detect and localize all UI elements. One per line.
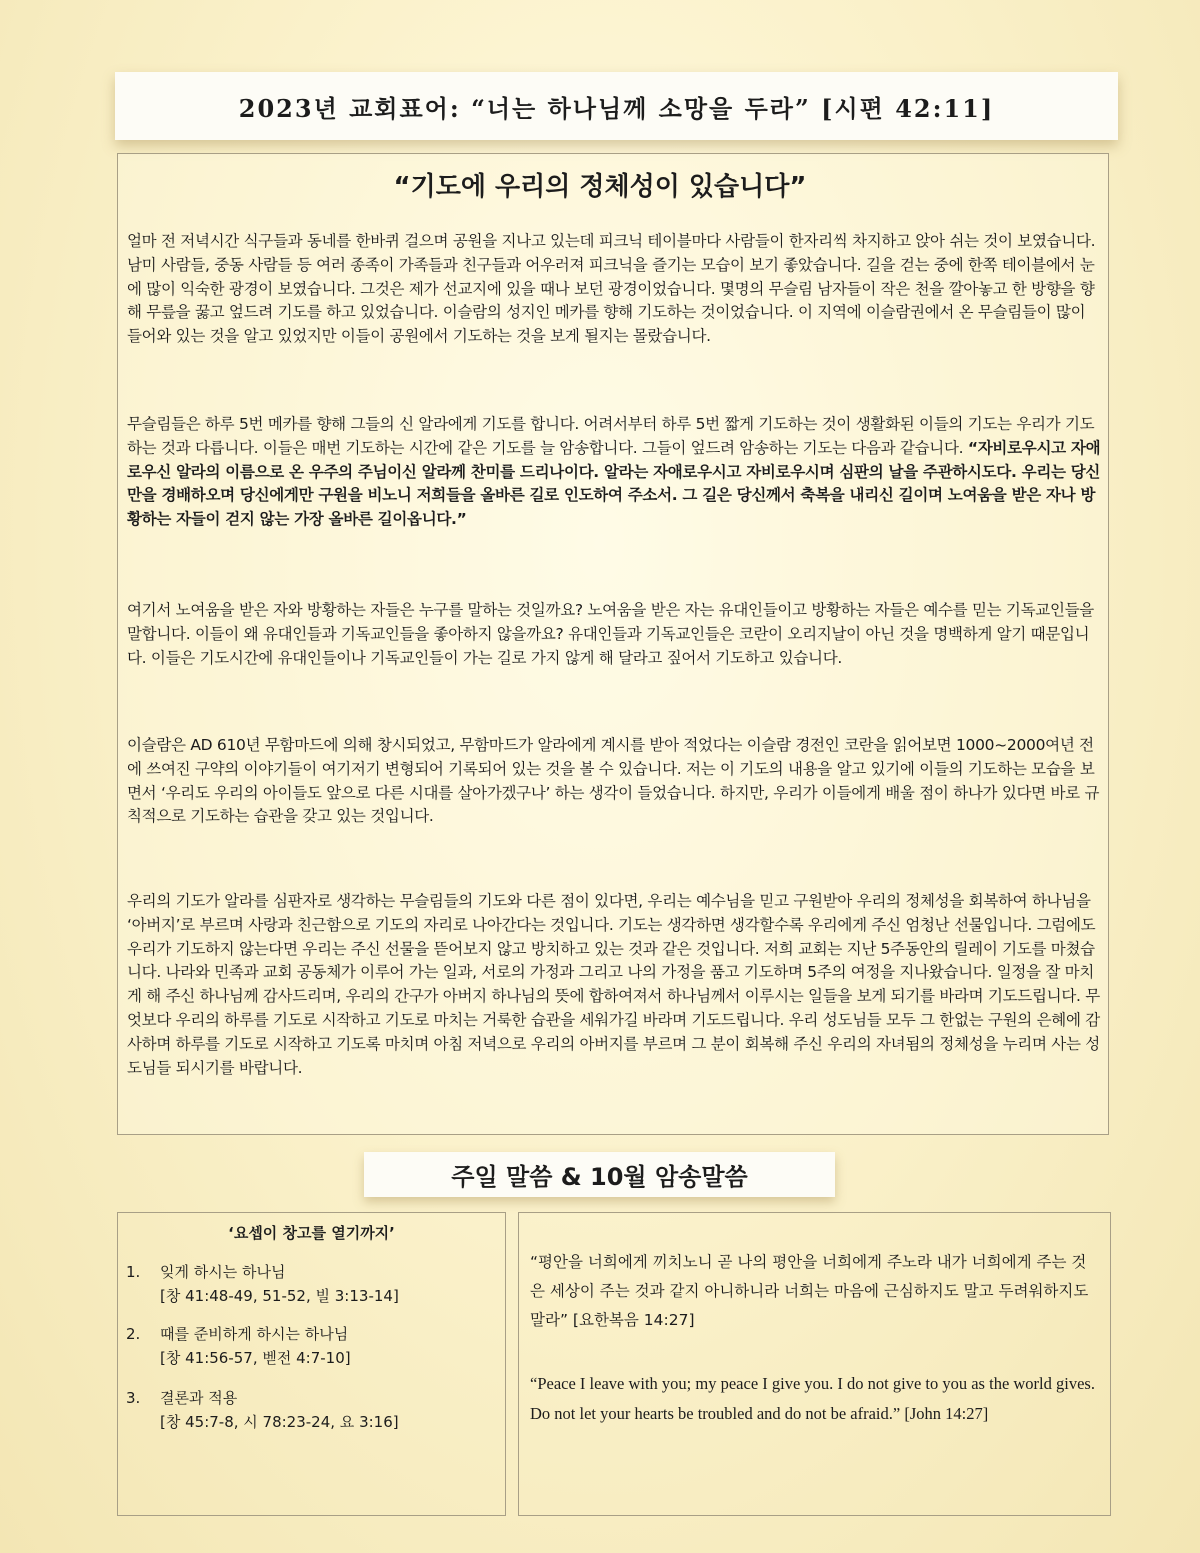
memory-verse-korean-text: “평안을 너희에게 끼치노니 곧 나의 평안을 너희에게 주노라 내가 너희에게 주는 것은 세상이 주는 것과 같지 아니하니라 너희는 마음에 근심하지도 말고 두려워하지도 말라”	[530, 1253, 1089, 1329]
muslim-prayer-quote: “자비로우시고 자애로우신 알라의 이름으로 온 우주의 주님이신 알라께 찬미를 드리나이다. 알라는 자애로우시고 자비로우시며 심판의 날을 주관하시도다. 우리는 당신만을 경배하오며 당신에게만 구원을 비노니 저희들을 올바른 길로 인도하여 주소서. 그 길은 당신께서 축복을 내리신 길이며 노여움을 받은 자나 방황하는 자들이 걷지 않는 가장 올바른 길이옵니다.”	[127, 438, 1101, 529]
sermon-title: ‘요셉이 창고를 열기까지’	[228, 1224, 395, 1242]
banner-motto: “너는 하나님께 소망을 두라”	[471, 93, 811, 123]
article-paragraph-1: 얼마 전 저녁시간 식구들과 동네를 한바퀴 걸으며 공원을 지나고 있는데 피크닉 테이블마다 사람들이 한자리씩 차지하고 앉아 쉬는 것이 보였습니다. 남미 사람들, 중동 사람들 등 여러 종족이 가족들과 친구들과 어우러져 피크닉을 즐기는 모습이 보기 좋았습니다. 길을 걷는 중에 한쪽 테이블에서 눈에 많이 익숙한 광경이 보였습니다. 그것은 제가 선교지에 있을 때나 보던 광경이었습니다. 몇명의 무슬림 남자들이 작은 천을 깔아놓고 한 방향을 향해 무릎을 꿇고 엎드려 기도를 하고 있었습니다. 이슬람의 성지인 메카를 향해 기도하는 것이었습니다. 이 지역에 이슬람권에서 온 무슬림들이 많이 들어와 있는 것을 알고 있었지만 이들이 공원에서 기도하는 것을 보게 될지는 몰랐습니다.	[127, 232, 1096, 346]
memory-verse-english-text: “Peace I leave with you; my peace I give you. I do not give to you as the world gives. Do not let your hearts be troubled and do not be afraid.”	[530, 1374, 1095, 1423]
sermon-point-number: 3.	[126, 1389, 141, 1407]
memory-verse-english	[530, 1369, 1095, 1429]
sermon-point	[126, 1386, 496, 1434]
article-paragraph-2-text: 무슬림들은 하루 5번 메카를 향해 그들의 신 알라에게 기도를 합니다. 어려서부터 하루 5번 짧게 기도하는 것이 생활화된 이들의 기도는 우리가 기도하는 것과 다릅니다. 이들은 매번 기도하는 시간에 같은 기도를 늘 암송합니다. 그들이 엎드려 암송하는 기도는 다음과 같습니다.	[127, 415, 1095, 457]
article-paragraph-3: 여기서 노여움을 받은 자와 방황하는 자들은 누구를 말하는 것일까요? 노여움을 받은 자는 유대인들이고 방황하는 자들은 예수를 믿는 기독교인들을 말합니다. 이들이 왜 유대인들과 기독교인들을 좋아하지 않을까요? 유대인들과 기독교인들은 코란이 오리지날이 아닌 것을 명백하게 알기 때문입니다. 이들은 기도시간에 유대인들이나 기독교인들이 가는 길로 가지 않게 해 달라고 짚어서 기도하고 있습니다.	[127, 601, 1094, 667]
sermon-point-title: 때를 준비하게 하시는 하나님	[160, 1325, 349, 1343]
header-banner	[115, 72, 1118, 140]
article-title: “기도에 우리의 정체성이 있습니다”	[393, 172, 807, 202]
memory-verse-korean	[530, 1248, 1090, 1335]
section-title: 주일 말씀 & 10월 암송말씀	[451, 1163, 748, 1191]
sermon-point-number: 1.	[126, 1263, 141, 1281]
sermon-point	[126, 1260, 496, 1308]
memory-verse-korean-ref: [요한복음 14:27]	[572, 1311, 695, 1329]
sermon-point-title: 결론과 적용	[160, 1389, 238, 1407]
sermon-point-ref: [창 45:7-8, 시 78:23-24, 요 3:16]	[160, 1413, 399, 1431]
article-paragraph-5: 우리의 기도가 알라를 심판자로 생각하는 무슬림들의 기도와 다른 점이 있다면, 우리는 예수님을 믿고 구원받아 우리의 정체성을 회복하여 하나님을 ‘아버지’로 부르며 사랑과 친근함으로 기도의 자리로 나아간다는 것입니다. 기도는 생각하면 생각할수록 우리에게 주신 엄청난 선물입니다. 그럼에도 우리가 기도하지 않는다면 우리는 주신 선물을 뜯어보지 않고 방치하고 있는 것과 같은 것입니다. 저희 교회는 지난 5주동안의 릴레이 기도를 마쳤습니다. 나라와 민족과 교회 공동체가 이루어 가는 일과, 서로의 가정과 그리고 나의 가정을 품고 기도하며 5주의 여정을 지나왔습니다. 일정을 잘 마치게 해 주신 하나님께 감사드리며, 우리의 간구가 아버지 하나님의 뜻에 합하여져서 하나님께서 이루시는 일들을 보게 되기를 바라며 기도드립니다. 무엇보다 우리의 하루를 기도로 시작하고 기도로 마치는 거룩한 습관을 세워가길 바라며 기도드립니다. 우리 성도님들 모두 그 한없는 구원의 은혜에 감사하며 하루를 기도로 시작하고 기도록 마치며 아침 저녁으로 우리의 아버지를 부르며 그 분이 회복해 주신 우리의 자녀됨의 정체성을 누리며 사는 성도님들 되시기를 바랍니다.	[127, 892, 1100, 1077]
sermon-point-number: 2.	[126, 1325, 141, 1343]
article-paragraph-4: 이슬람은 AD 610년 무함마드에 의해 창시되었고, 무함마드가 알라에게 계시를 받아 적었다는 이슬람 경전인 코란을 읽어보면 1000~2000여년 전에 쓰여진 구약의 이야기들이 여기저기 변형되어 기록되어 있는 것을 볼 수 있습니다. 저는 이 기도의 내용을 알고 있기에 이들의 기도하는 모습을 보면서 ‘우리도 우리의 아이들도 앞으로 다른 시대를 살아가겠구나’ 하는 생각이 들었습니다. 하지만, 우리가 이들에게 배울 점이 하나가 있다면 바로 규칙적으로 기도하는 습관을 갖고 있는 것입니다.	[127, 736, 1100, 826]
banner-year-label: 2023년 교회표어:	[238, 93, 461, 123]
memory-verse-english-ref: [John 14:27]	[904, 1404, 989, 1423]
section-banner	[364, 1152, 835, 1197]
sermon-point-ref: [창 41:56-57, 벧전 4:7-10]	[160, 1349, 351, 1367]
sermon-point-ref: [창 41:48-49, 51-52, 빌 3:13-14]	[160, 1287, 399, 1305]
article-paragraph-2	[127, 413, 1102, 532]
banner-scripture-ref: [시편 42:11]	[821, 93, 995, 123]
sermon-point	[126, 1322, 496, 1370]
sermon-point-title: 잊게 하시는 하나님	[160, 1263, 286, 1281]
